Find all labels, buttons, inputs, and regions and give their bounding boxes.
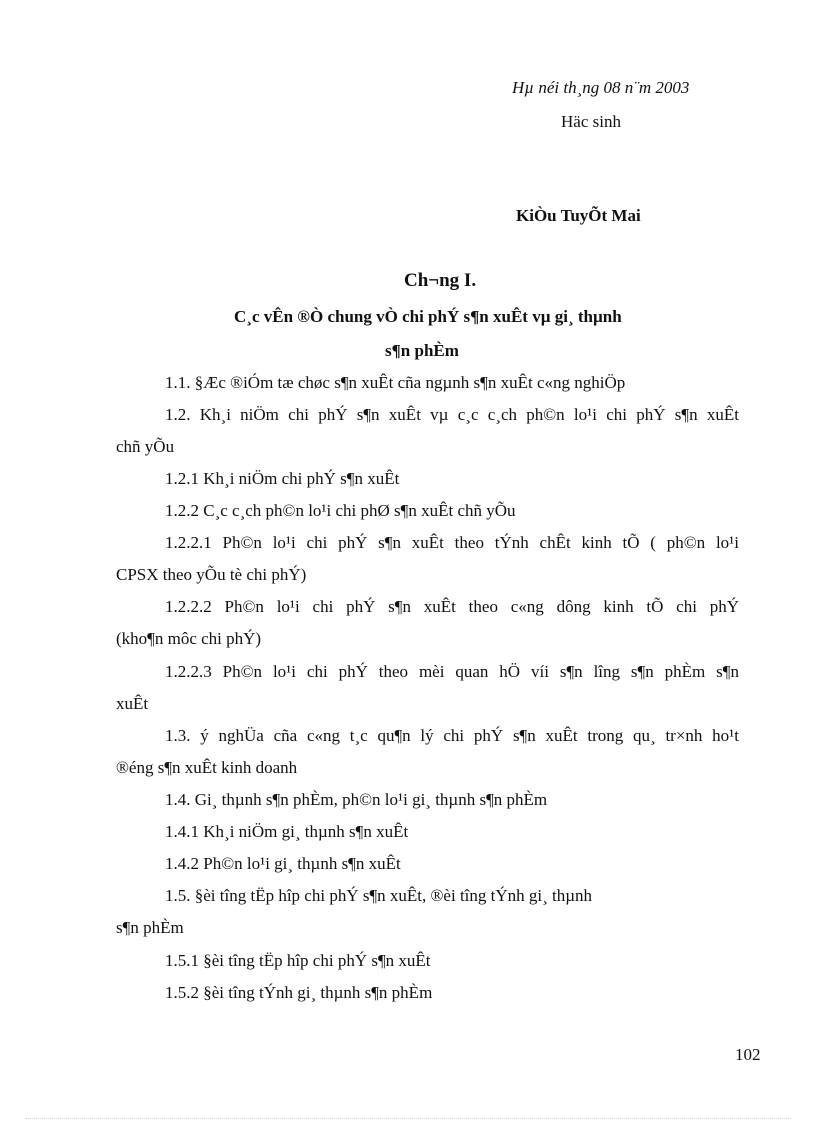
page-number: 102 <box>735 1045 761 1064</box>
chapter-title-line2: s¶n phÈm <box>385 341 459 360</box>
author-name: KiÒu TuyÕt Mai <box>516 206 641 225</box>
toc-entry-continued: (kho¶n môc chi phÝ) <box>116 629 262 648</box>
place-date: Hµ néi th¸ng 08 n¨m 2003 <box>512 78 690 97</box>
toc-entry-continued: ®éng s¶n xuÊt kinh doanh <box>116 758 298 777</box>
chapter-number: Ch¬ng I. <box>404 270 477 291</box>
toc-entry: 1.2.1 Kh¸i niÖm chi phÝ s¶n xuÊt <box>165 469 400 488</box>
toc-entry: 1.2.2.2 Ph©n lo¹i chi phÝ s¶n xuÊt theo c«ng dông kinh tÕ chi phÝ <box>165 597 739 616</box>
toc-entry-continued: xuÊt <box>116 694 149 713</box>
toc-entry: 1.4.2 Ph©n lo¹i gi¸ thµnh s¶n xuÊt <box>165 854 401 873</box>
toc-entry: 1.4. Gi¸ thµnh s¶n phÈm, ph©n lo¹i gi¸ thµnh s¶n phÈm <box>165 790 548 809</box>
toc-entry: 1.1. §Æc ®iÓm tæ chøc s¶n xuÊt cña ngµnh s¶n xuÊt c«ng nghiÖp <box>165 373 626 392</box>
toc-entry-continued: s¶n phÈm <box>116 918 184 937</box>
toc-entry: 1.2.2 C¸c c¸ch ph©n lo¹i chi phØ s¶n xuÊt chñ yÕu <box>165 501 516 520</box>
toc-entry: 1.2.2.1 Ph©n lo¹i chi phÝ s¶n xuÊt theo tÝnh chÊt kinh tÕ ( ph©n lo¹i <box>165 533 739 552</box>
toc-entry: 1.4.1 Kh¸i niÖm gi¸ thµnh s¶n xuÊt <box>165 822 409 841</box>
toc-entry: 1.5.2 §èi tîng tÝnh gi¸ thµnh s¶n phÈm <box>165 983 433 1002</box>
toc-entry: 1.2. Kh¸i niÖm chi phÝ s¶n xuÊt vµ c¸c c¸ch ph©n lo¹i chi phÝ s¶n xuÊt <box>165 405 739 424</box>
toc-entry: 1.2.2.3 Ph©n lo¹i chi phÝ theo mèi quan hÖ víi s¶n lîng s¶n phÈm s¶n <box>165 662 739 681</box>
toc-entry-continued: chñ yÕu <box>116 437 175 456</box>
author-role: Häc sinh <box>561 112 621 131</box>
toc-entry-continued: CPSX theo yÕu tè chi phÝ) <box>116 565 307 584</box>
toc-entry: 1.5. §èi tîng tËp hîp chi phÝ s¶n xuÊt, ®èi tîng tÝnh gi¸ thµnh <box>165 886 593 905</box>
page-bottom-divider <box>25 1118 791 1119</box>
chapter-title-line1: C¸c vÊn ®Ò chung vÒ chi phÝ s¶n xuÊt vµ gi¸ thµnh <box>234 307 622 326</box>
toc-entry: 1.3. ý nghÜa cña c«ng t¸c qu¶n lý chi phÝ s¶n xuÊt trong qu¸ tr×nh ho¹t <box>165 726 739 745</box>
toc-entry: 1.5.1 §èi tîng tËp hîp chi phÝ s¶n xuÊt <box>165 951 431 970</box>
